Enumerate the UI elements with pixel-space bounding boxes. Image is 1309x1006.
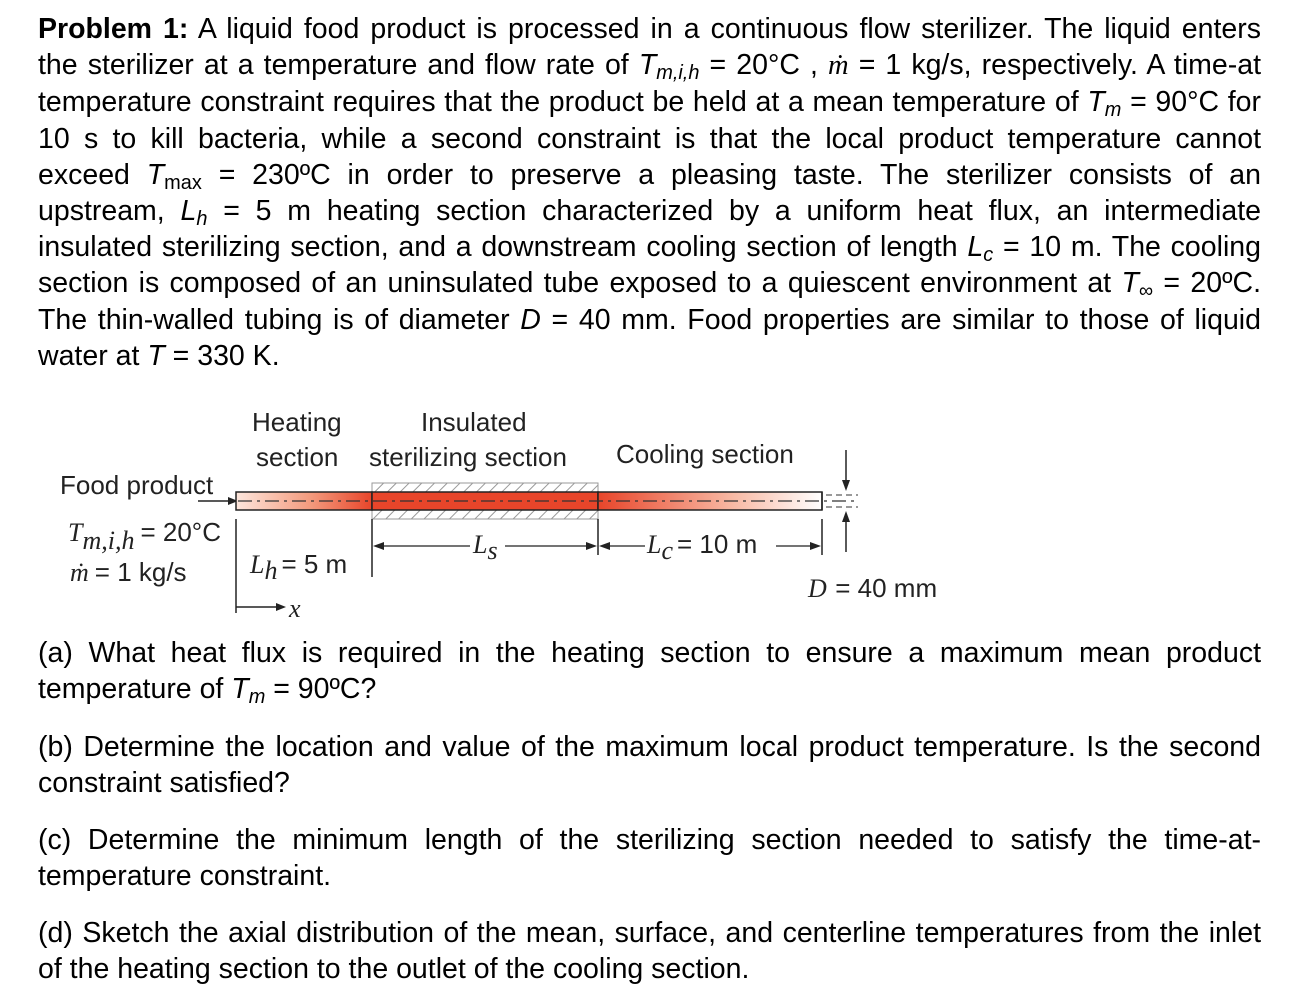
symbol-Tinf: T [1121, 267, 1139, 300]
question-a-text: (a) What heat flux is required in the heating section to ensure a maximum mean product temperature of [38, 637, 1261, 706]
label-cooling: Cooling section [616, 439, 794, 469]
problem-text-6: = 5 m heating section characterized by a uniform heat flux, an intermediate insulated sterilizing section, and a downstream cooling section of length [38, 195, 1261, 264]
subscript-h: h [196, 208, 208, 230]
label-heating-1: Heating [252, 407, 342, 437]
label-food-product: Food product [60, 470, 214, 500]
insulation-top [372, 483, 598, 492]
subscript-inf: ∞ [1138, 280, 1154, 303]
label-insulated-1: Insulated [421, 407, 527, 437]
problem-text-7: = 10 m. The cooling section is composed of an uninsulated tube exposed to a quiescent environment at [38, 231, 1261, 300]
symbol-Lc: L [967, 231, 984, 264]
symbol-Tmax: T [146, 158, 165, 191]
label-Ls: Ls [473, 530, 498, 565]
problem-heading: Problem 1: [38, 13, 189, 45]
ls-arrow-right [586, 542, 597, 550]
problem-text-4: = 90°C for 10 s to kill bacteria, while a second constraint is that the local product temperature cannot exceed [38, 86, 1262, 191]
label-Lh: Lh = 5 m [250, 549, 348, 585]
diameter-arrow-bottom-head [842, 511, 850, 522]
x-axis-arrow-head [276, 603, 286, 611]
insulation-bottom [372, 510, 598, 519]
label-x: x [289, 594, 301, 623]
symbol-T-mih: T [638, 49, 657, 82]
question-a-subscript: m [248, 686, 266, 709]
question-a-end: = 90ºC? [273, 673, 377, 706]
problem-text-8: = 20ºC. The thin-walled tubing is of diameter [38, 267, 1262, 336]
label-Lc: Lc = 10 m [647, 529, 758, 565]
problem-text-10: = 330 K. [172, 339, 280, 372]
diameter-arrow-top-head [842, 480, 850, 491]
problem-text-9: = 40 mm. Food properties are similar to those of liquid water at [38, 303, 1261, 372]
problem-text-3: = 1 kg/s, respectively. A time-at temperature constraint requires that the product be held at a mean temperature of [38, 49, 1261, 119]
symbol-mdot: ṁ [828, 50, 849, 82]
sterilizer-diagram [0, 395, 1000, 630]
question-a [38, 635, 1261, 707]
label-T-inlet: Tm,i,h = 20°C [68, 517, 221, 555]
label-insulated-2: sterilizing section [369, 442, 567, 472]
question-a-symbol: T [231, 673, 249, 706]
ls-arrow-left [373, 542, 384, 550]
symbol-Lh: L [180, 195, 197, 228]
problem-text-5: = 230ºC in order to preserve a pleasing taste. The sterilizer consists of an upstream, [38, 158, 1261, 228]
subscript-max: max [164, 171, 202, 194]
symbol-Tm: T [1087, 86, 1105, 119]
lc-arrow-right [810, 542, 821, 550]
problem-statement [38, 11, 1261, 374]
subscript-mih: m,i,h [656, 62, 700, 85]
label-heating-2: section [256, 442, 339, 472]
question-c: (c) Determine the minimum length of the sterilizing section needed to satisfy the time-at-temperature constraint. [38, 824, 1261, 893]
symbol-T: T [147, 339, 165, 372]
label-D: D = 40 mm [808, 573, 938, 603]
subscript-c: c [983, 244, 994, 267]
problem-text-1: A liquid food product is processed in a continuous flow sterilizer. The liquid enters the sterilizer at a temperature and flow rate of [38, 13, 1261, 82]
question-d: (d) Sketch the axial distribution of the mean, surface, and centerline temperatures from the inlet of the heating section to the outlet of the cooling section. [38, 917, 1261, 986]
symbol-D: D [520, 303, 541, 336]
label-mdot-inlet: ṁ = 1 kg/s [70, 557, 187, 587]
problem-text-2: = 20°C , [709, 49, 818, 82]
question-b: (b) Determine the location and value of the maximum local product temperature. Is the second constraint satisfied? [38, 731, 1261, 800]
subscript-m: m [1104, 99, 1122, 122]
